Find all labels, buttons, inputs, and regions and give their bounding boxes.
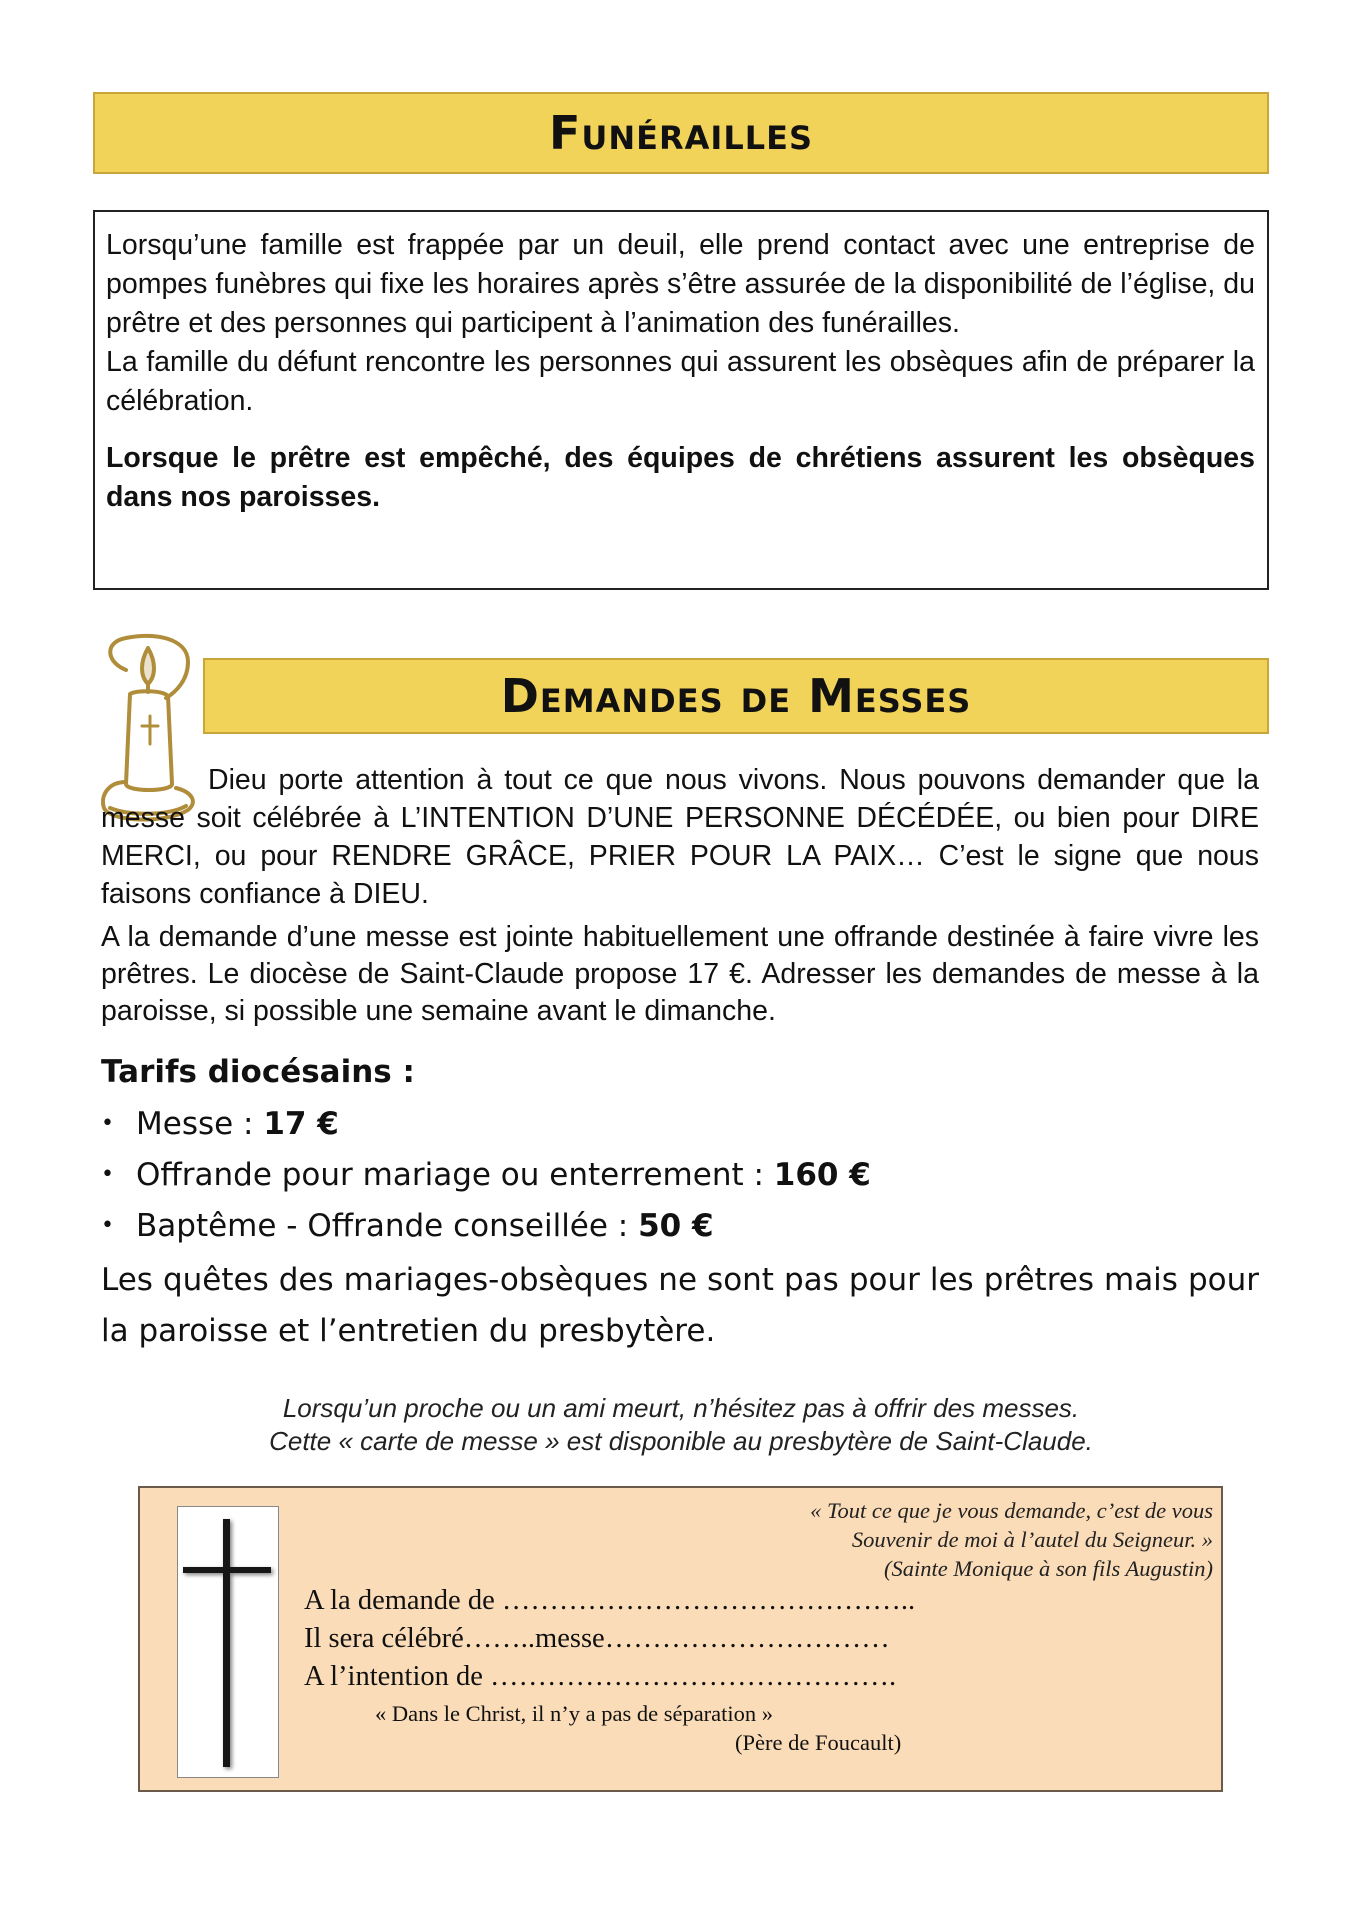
card-field-demande: A la demande de …………………………………….. — [304, 1585, 916, 1616]
tarif-value: 50 € — [638, 1208, 714, 1244]
funerailles-paragraph-3: Lorsque le prêtre est empêché, des équipes de chrétiens assurent les obsèques dans nos paroisses. — [106, 442, 1255, 513]
tarif-value: 160 € — [773, 1157, 871, 1193]
tarif-item — [101, 1204, 1259, 1248]
tarif-label: Baptême - Offrande conseillée : — [136, 1208, 639, 1244]
cross-icon — [178, 1507, 278, 1777]
tarifs-heading: Tarifs diocésains : — [101, 1054, 415, 1090]
quetes-note: Les quêtes des mariages-obsèques ne sont pas pour les prêtres mais pour la paroisse et l’entretien du presbytère. — [101, 1262, 1259, 1349]
card-form — [304, 1582, 915, 1696]
tarif-label: Messe : — [136, 1106, 264, 1142]
demandes-title-bar — [203, 658, 1269, 734]
card-field-celebre: Il sera célébré……..messe………………………… — [304, 1623, 890, 1654]
tarifs-list — [101, 1102, 1259, 1248]
funerailles-paragraph-1: Lorsqu’une famille est frappée par un deuil, elle prend contact avec une entreprise de pompes funèbres qui fixe les horaires après s’être assurée de la disponibilité de l’église, du prêtre et des personnes qui participent à l’animation des funérailles. — [106, 229, 1255, 339]
card-quote — [810, 1496, 1213, 1583]
card-quote-line-1: « Tout ce que je vous demande, c’est de vous — [810, 1498, 1213, 1523]
tarifs-section — [101, 1050, 1259, 1357]
italic-note-line-1: Lorsqu’un proche ou un ami meurt, n’hésitez pas à offrir des messes. — [282, 1393, 1080, 1423]
card-quote-line-2: Souvenir de moi à l’autel du Seigneur. » — [851, 1527, 1213, 1552]
demandes-paragraph-1-wrapper — [101, 761, 1259, 913]
italic-note — [93, 1392, 1269, 1458]
funerailles-title-bar — [93, 92, 1269, 174]
card-field-intention: A l’intention de ……………………………………. — [304, 1661, 897, 1692]
card-closing-quote: « Dans le Christ, il n’y a pas de séparation » — [375, 1701, 774, 1726]
card-quote-attribution: (Sainte Monique à son fils Augustin) — [884, 1556, 1213, 1581]
tarif-label: Offrande pour mariage ou enterrement : — [136, 1157, 774, 1193]
funerailles-title: Funérailles — [548, 106, 814, 160]
card-closing-attribution: (Père de Foucault) — [735, 1730, 902, 1755]
tarif-item — [101, 1153, 1259, 1197]
tarif-value: 17 € — [263, 1106, 339, 1142]
demandes-title: Demandes de Messes — [500, 669, 972, 723]
demandes-paragraph-2: A la demande d’une messe est jointe habituellement une offrande destinée à faire vivre les prêtres. Le diocèse de Saint-Claude propose 17 €. Adresser les demandes de messe à la paroisse, si possible une semaine avant le dimanche. — [101, 921, 1259, 1027]
cross-panel — [177, 1506, 279, 1778]
demandes-paragraph-1: Dieu porte attention à tout ce que nous vivons. Nous pouvons demander que la messe soit célébrée à L’INTENTION D’UNE PERSONNE DÉCÉDÉE, ou bien pour DIRE MERCI, ou pour RENDRE GRÂCE, PRIER POUR LA PAIX… C’est le signe que nous faisons confiance à DIEU. — [101, 764, 1259, 910]
card-closing — [375, 1699, 901, 1757]
funerailles-box — [93, 210, 1269, 590]
italic-note-line-2: Cette « carte de messe » est disponible au presbytère de Saint-Claude. — [269, 1426, 1093, 1456]
tarif-item — [101, 1102, 1259, 1146]
demandes-text — [101, 761, 1259, 1030]
funerailles-paragraph-2: La famille du défunt rencontre les personnes qui assurent les obsèques afin de préparer la célébration. — [106, 346, 1255, 417]
mass-card — [138, 1486, 1223, 1792]
